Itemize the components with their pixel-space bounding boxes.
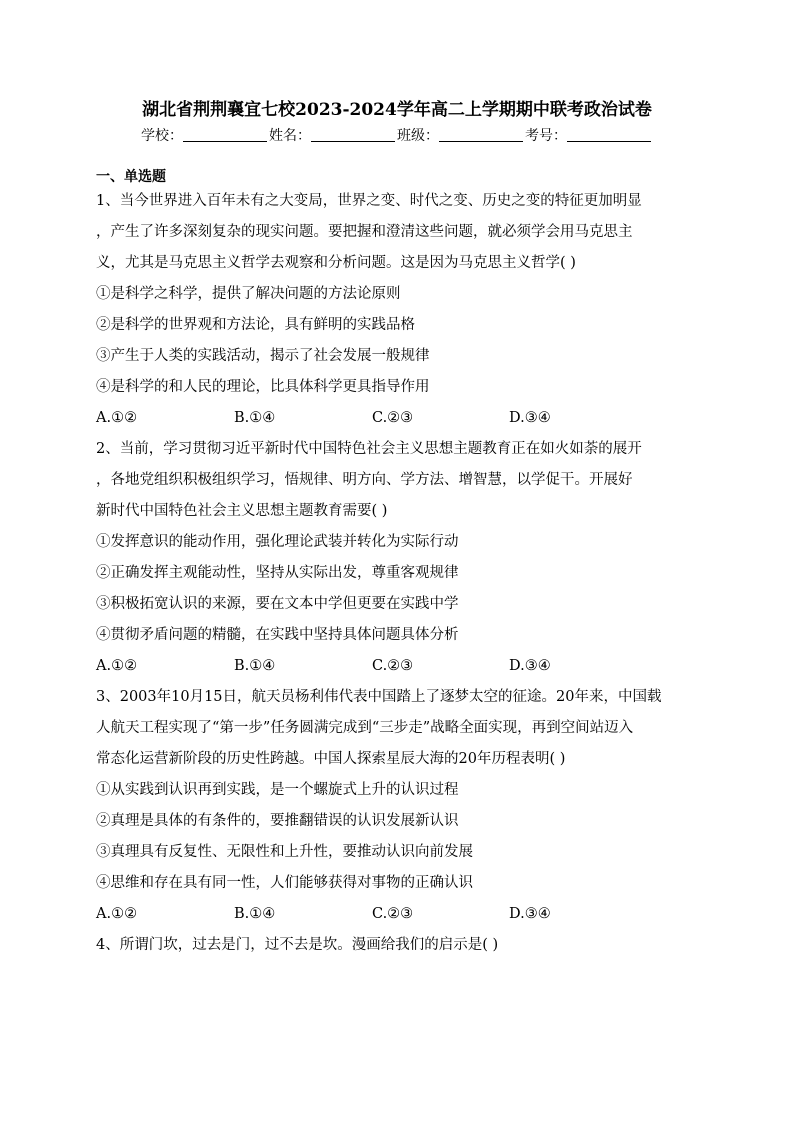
school-field bbox=[141, 126, 269, 146]
statement: ②是科学的世界观和方法论，具有鲜明的实践品格 bbox=[96, 317, 415, 333]
question-stem bbox=[96, 186, 702, 279]
choice-d: D.③④ bbox=[509, 906, 551, 922]
page-title: 湖北省荆荆襄宜七校2023-2024学年高二上学期期中联考政治试卷 bbox=[142, 100, 652, 120]
name-field bbox=[269, 126, 397, 146]
stem-line: 义，尤其是马克思主义哲学去观察和分析问题。这是因为马克思主义哲学( ) bbox=[96, 255, 576, 271]
choice-b: B.①④ bbox=[234, 410, 276, 426]
exam-number-field bbox=[525, 126, 653, 146]
question-3 bbox=[96, 682, 702, 930]
statement: ③真理具有反复性、无限性和上升性，要推动认识向前发展 bbox=[96, 844, 473, 860]
choice-row bbox=[96, 403, 702, 434]
exam-number-label: 考号： bbox=[525, 128, 567, 144]
name-label: 姓名： bbox=[269, 128, 311, 144]
choice-row bbox=[96, 651, 702, 682]
choice-row bbox=[96, 899, 702, 930]
question-2 bbox=[96, 434, 702, 682]
statement: ③产生于人类的实践活动，揭示了社会发展一般规律 bbox=[96, 348, 430, 364]
class-label: 班级： bbox=[397, 128, 439, 144]
name-blank bbox=[311, 127, 395, 142]
choice-a: A.①② bbox=[96, 906, 138, 922]
statement: ①是科学之科学，提供了解决问题的方法论原则 bbox=[96, 286, 401, 302]
exam-number-blank bbox=[567, 127, 651, 142]
stem-line: ，产生了许多深刻复杂的现实问题。要把握和澄清这些问题，就必须学会用马克思主 bbox=[96, 224, 633, 240]
stem-line: 2、当前，学习贯彻习近平新时代中国特色社会主义思想主题教育正在如火如荼的展开 bbox=[96, 441, 642, 457]
stem-line: 4、所谓门坎，过去是门，过不去是坎。漫画给我们的启示是( ) bbox=[96, 937, 499, 953]
class-field bbox=[397, 126, 525, 146]
question-1 bbox=[96, 186, 702, 434]
statement: ④思维和存在具有同一性，人们能够获得对事物的正确认识 bbox=[96, 875, 473, 891]
stem-line: 常态化运营新阶段的历史性跨越。中国人探索星辰大海的20年历程表明( ) bbox=[96, 751, 566, 767]
statement: ③积极拓宽认识的来源，要在文本中学但更要在实践中学 bbox=[96, 596, 459, 612]
statement: ④贯彻矛盾问题的精髓，在实践中坚持具体问题具体分析 bbox=[96, 627, 459, 643]
choice-b: B.①④ bbox=[234, 658, 276, 674]
question-4 bbox=[96, 930, 702, 961]
choice-d: D.③④ bbox=[509, 658, 551, 674]
section-title: 一、单选题 bbox=[96, 169, 166, 185]
stem-line: 1、当今世界进入百年未有之大变局，世界之变、时代之变、历史之变的特征更加明显 bbox=[96, 193, 642, 209]
statement: ①发挥意识的能动作用，强化理论武装并转化为实际行动 bbox=[96, 534, 459, 550]
statement: ②真理是具体的有条件的，要推翻错误的认识发展新认识 bbox=[96, 813, 459, 829]
choice-d: D.③④ bbox=[509, 410, 551, 426]
question-stem bbox=[96, 434, 702, 527]
statement: ①从实践到认识再到实践，是一个螺旋式上升的认识过程 bbox=[96, 782, 459, 798]
stem-line: 新时代中国特色社会主义思想主题教育需要( ) bbox=[96, 503, 388, 519]
stem-line: 人航天工程实现了“第一步”任务圆满完成到“三步走”战略全面实现，再到空间站迈入 bbox=[96, 720, 634, 736]
question-stem bbox=[96, 682, 702, 775]
choice-b: B.①④ bbox=[234, 906, 276, 922]
student-info-line bbox=[0, 126, 794, 146]
question-stem bbox=[96, 930, 702, 961]
statement: ②正确发挥主观能动性，坚持从实际出发，尊重客观规律 bbox=[96, 565, 459, 581]
questions-container bbox=[96, 186, 702, 961]
stem-line: 3、2003年10月15日，航天员杨利伟代表中国踏上了逐梦太空的征途。20年来，中国载 bbox=[96, 689, 662, 705]
choice-a: A.①② bbox=[96, 410, 138, 426]
choice-c: C.②③ bbox=[372, 658, 414, 674]
choice-c: C.②③ bbox=[372, 906, 414, 922]
statement: ④是科学的和人民的理论，比具体科学更具指导作用 bbox=[96, 379, 430, 395]
stem-line: ，各地党组织积极组织学习，悟规律、明方向、学方法、增智慧，以学促干。开展好 bbox=[96, 472, 633, 488]
choice-c: C.②③ bbox=[372, 410, 414, 426]
school-blank bbox=[183, 127, 267, 142]
class-blank bbox=[439, 127, 523, 142]
school-label: 学校： bbox=[141, 128, 183, 144]
choice-a: A.①② bbox=[96, 658, 138, 674]
